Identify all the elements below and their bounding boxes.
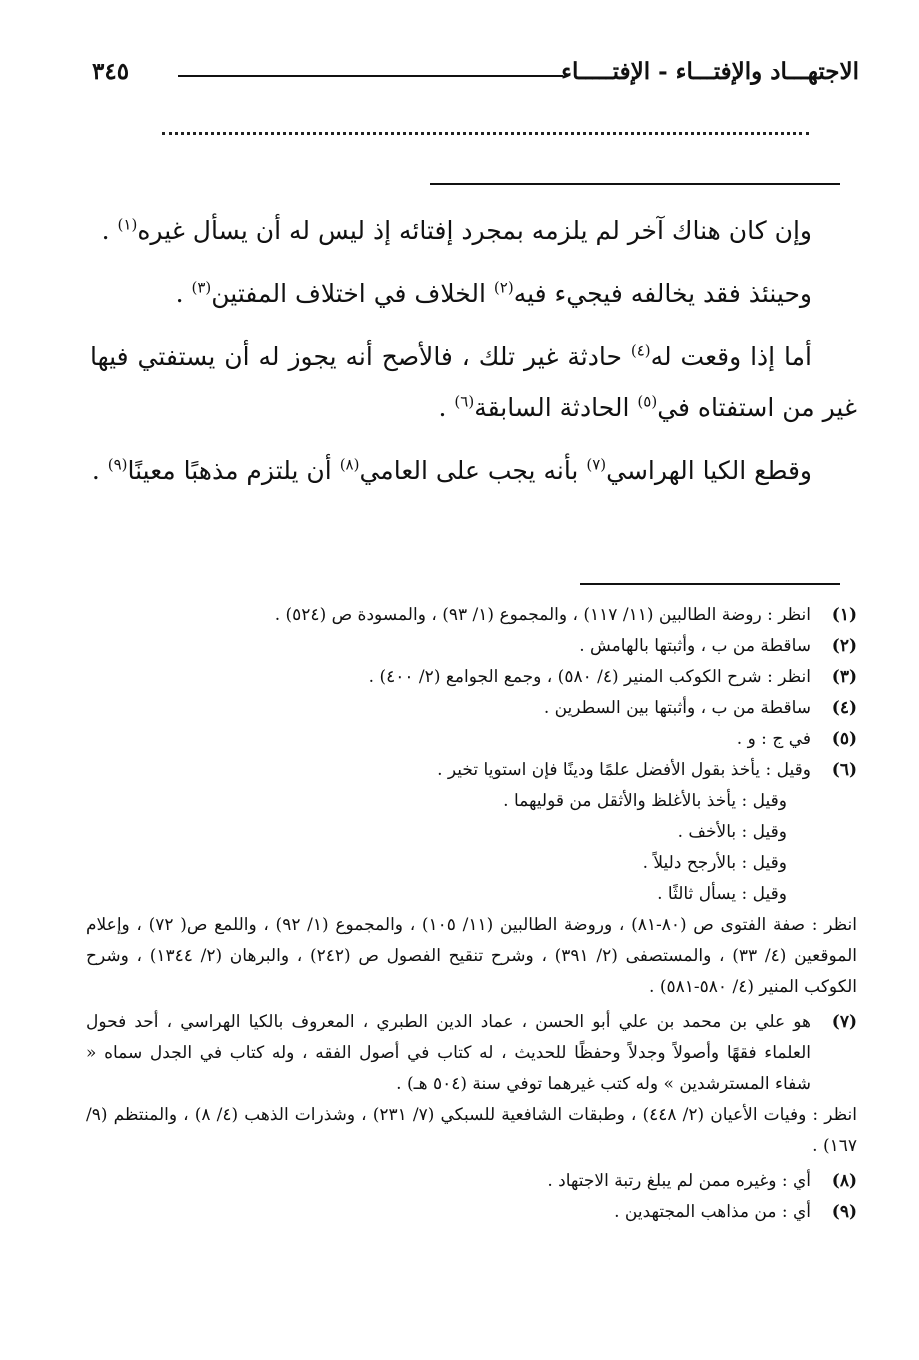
footnote-1 [86,600,857,631]
footnote-number: (١) [831,605,857,625]
footnote-ref: (٤) [630,341,651,360]
paragraph-text: أما إذا وقعت له [650,342,812,371]
footnote-rule [580,583,840,585]
footnote-text [86,755,811,910]
footnote-text: انظر : شرح الكوكب المنير (٤/ ٥٨٠) ، وجمع الجوامع (٢/ ٤٠٠) . [368,667,811,687]
footnote-ref: (٨) [339,455,360,474]
footnote-number: (٨) [831,1171,857,1191]
paragraph-text: أن يلتزم مذهبًا معينًا [127,456,340,485]
paragraph-1 [90,205,857,256]
paragraph-text: وقطع الكيا الهراسي [606,456,812,485]
footnote-number: (٣) [831,667,857,687]
footnote-line: وقيل : بالأخف . [677,822,787,842]
dotted-separator [162,132,809,135]
footnote-text: أي : من مذاهب المجتهدين . [614,1202,811,1222]
footnote-7 [86,1007,857,1100]
footnote-ref: (٣) [191,278,212,297]
paragraph-text: الخلاف في اختلاف المفتين [211,279,494,308]
footnote-line: وقيل : يسأل ثالثًا . [657,884,787,904]
paragraph-3 [90,331,857,433]
section-rule [430,183,840,185]
footnote-number: (٧) [831,1012,857,1032]
footnote-6 [86,755,857,910]
footnote-number: (٢) [831,636,857,656]
footnote-text: ساقطة من ب ، وأثبتها بالهامش . [579,636,811,656]
footnote-number: (٥) [831,729,857,749]
footnote-line: وقيل : يأخذ بالأغلظ والأثقل من قوليهما . [503,791,787,811]
footnote-text: انظر : روضة الطالبين (١١/ ١١٧) ، والمجموع (١/ ٩٣) ، والمسودة ص (٥٢٤) . [274,605,811,625]
paragraph-2 [90,268,857,319]
paragraph-text: وإن كان هناك آخر لم يلزمه بمجرد إفتائه إذ ليس له أن يسأل غيره [137,216,812,245]
paragraph-end: . [91,456,108,485]
footnote-text: في ج : و . [736,729,811,749]
footnote-text: ساقطة من ب ، وأثبتها بين السطرين . [543,698,811,718]
footnote-2 [86,631,857,662]
footnote-ref: (٢) [493,278,514,297]
footnote-ref: (١) [117,215,138,234]
footnote-number: (٤) [831,698,857,718]
footnote-line: وقيل : بالأرجح دليلاً . [642,853,787,873]
header-rule [178,75,563,77]
footnotes [86,600,857,1228]
footnote-6-references: انظر : صفة الفتوى ص (٨٠-٨١) ، وروضة الطالبين (١١/ ١٠٥) ، والمجموع (١/ ٩٢) ، واللمع ص( ٧٢) ، وإعلام الموقعين (٤/ ٣٣) ، والمستصفى (٢/ ٣٩١) ، وشرح تنقيح الفصول ص (٢٤٢) ، والبرهان (٢/ ١٣٤٤) ، وشرح الكوكب المنير (٤/ ٥٨٠-٥٨١) . [86,915,857,997]
footnote-7-references: انظر : وفيات الأعيان (٢/ ٤٤٨) ، وطبقات الشافعية للسبكي (٧/ ٢٣١) ، وشذرات الذهب (٤/ ٨) ، والمنتظم (٩/ ١٦٧) . [86,1105,857,1156]
running-header [92,58,859,94]
page-number: ٣٤٥ [92,58,130,85]
main-text [90,205,857,508]
footnote-5 [86,724,857,755]
footnote-ref: (٥) [637,392,658,411]
footnote-4 [86,693,857,724]
footnote-ref: (٧) [586,455,607,474]
footnote-8 [86,1166,857,1197]
paragraph-text: حادثة غير تلك ، فالأصح أنه يجوز له أن يستفتي فيها غير من استفتاه في [90,342,857,422]
footnote-text: هو علي بن محمد بن علي أبو الحسن ، عماد الدين الطبري ، المعروف بالكيا الهراسي ، أحد فحول العلماء فقهًا وأصولاً وجدلاً وحفظًا للحديث ، له كتاب في أصول الفقه ، وله كتاب في الجدل سماه « شفاء المسترشدين » وله كتب غيرهما توفي سنة (٥٠٤ هـ) . [86,1012,811,1094]
paragraph-text: بأنه يجب على العامي [359,456,587,485]
footnote-number: (٩) [831,1202,857,1222]
header-title: الاجتهـــاد والإفتـــاء - الإفتـــــاء [561,58,859,85]
paragraph-text: الحادثة السابقة [474,393,638,422]
paragraph-end: . [101,216,118,245]
footnote-text: أي : وغيره ممن لم يبلغ رتبة الاجتهاد . [547,1171,811,1191]
footnote-line: وقيل : يأخذ بقول الأفضل علمًا ودينًا فإن استويا تخير . [437,760,811,780]
footnote-number: (٦) [831,760,857,780]
footnote-ref: (٦) [454,392,475,411]
footnote-3 [86,662,857,693]
paragraph-4 [90,445,857,496]
paragraph-text: وحينئذ فقد يخالفه فيجيء فيه [513,279,812,308]
paragraph-end: . [438,393,455,422]
footnote-9 [86,1197,857,1228]
footnote-ref: (٩) [107,455,128,474]
paragraph-end: . [175,279,192,308]
